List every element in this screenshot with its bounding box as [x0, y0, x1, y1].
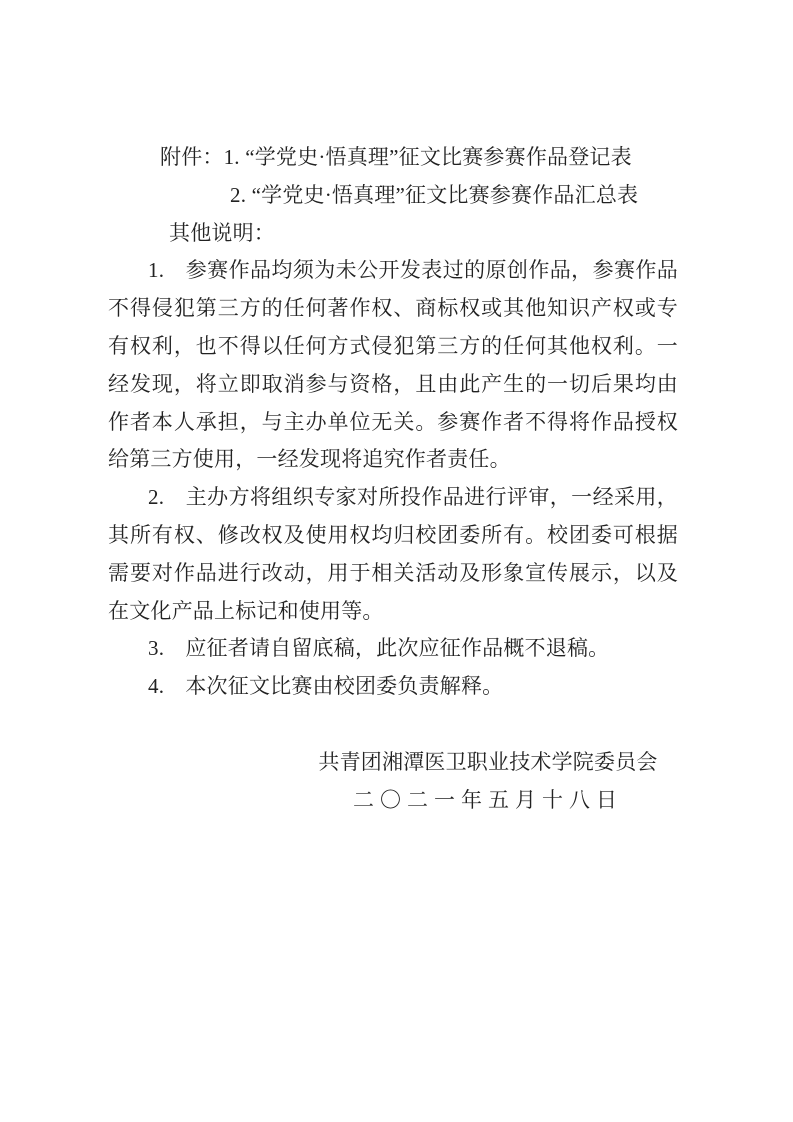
signature-block: [203, 744, 773, 820]
paragraph-interpretation-rule: 4. 本次征文比赛由校团委负责解释。: [148, 674, 504, 699]
paragraph-originality-rule: 1. 参赛作品均须为未公开发表过的原创作品，参赛作品不得侵犯第三方的任何著作权、商标权或其他知识产权或专有权利，也不得以任何方式侵犯第三方的任何其他权利。一经发现，将立即取消参与资格，且由此产生的一切后果均由作者本人承担，与主办单位无关。参赛作者不得将作品授权给第三方使用，一经发现将追究作者责任。: [108, 258, 678, 472]
attachment-line-1: 附件：1. “学党史·悟真理”征文比赛参赛作品登记表: [160, 145, 632, 169]
signature-organization: 共青团湘潭医卫职业技术学院委员会: [318, 749, 658, 774]
paragraph-no-return-rule: 3. 应征者请自留底稿，此次应征作品概不退稿。: [148, 636, 610, 661]
signature-date: 二〇二一年五月十八日: [353, 787, 623, 812]
section-heading: 其他说明：: [169, 220, 275, 245]
paragraph-review-rights-rule: 2. 主办方将组织专家对所投作品进行评审，一经采用，其所有权、修改权及使用权均归校团委所有。校团委可根据需要对作品进行改动，用于相关活动及形象宣传展示，以及在文化产品上标记和使用等。: [108, 485, 678, 623]
attachment-line-2: 2. “学党史·悟真理”征文比赛参赛作品汇总表: [230, 182, 639, 207]
document-content: [108, 139, 678, 819]
